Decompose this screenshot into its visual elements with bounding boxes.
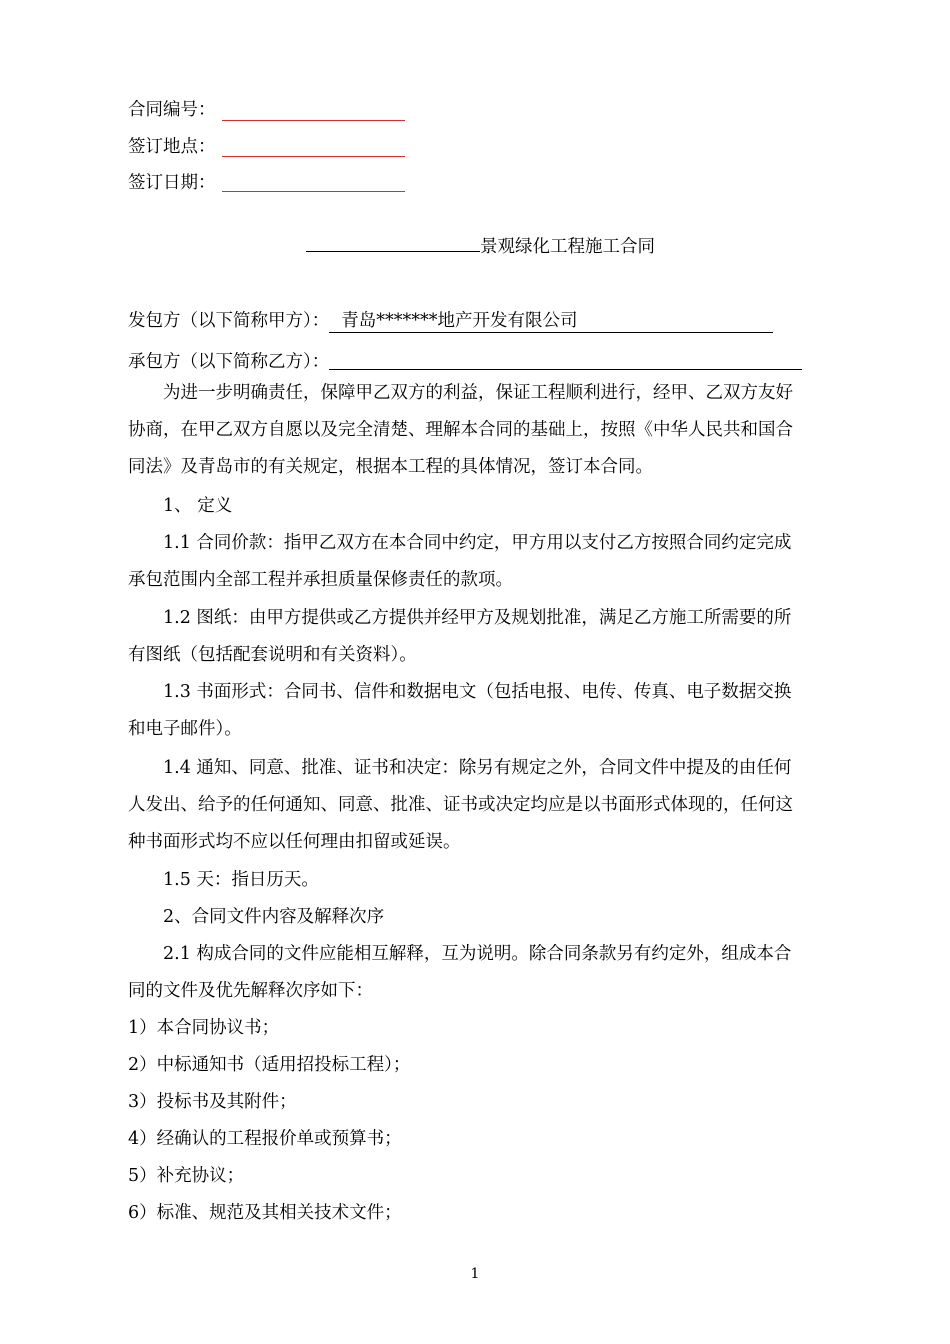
intro-line: 协商，在甲乙双方自愿以及完全清楚、理解本合同的基础上，按照《中华人民共和国合: [128, 420, 793, 440]
contract-no-label: 合同编号：: [128, 100, 216, 120]
title-blank: [306, 233, 480, 252]
clause-2-1: 2.1 构成合同的文件应能相互解释，互为说明。除合同条款另有约定外，组成本合 同的文件及优先解释次序如下：: [128, 944, 792, 1001]
section-2-title: 2、合同文件内容及解释次序: [163, 907, 385, 927]
party-b-value: [329, 348, 802, 370]
list-item: 3）投标书及其附件；: [128, 1092, 297, 1112]
sign-date-label: 签订日期：: [128, 173, 216, 193]
clause-1-2: 1.2 图纸：由甲方提供或乙方提供并经甲方及规划批准，满足乙方施工所需要的所 有图纸（包括配套说明和有关资料）。: [128, 608, 792, 665]
party-a-label: 发包方（以下简称甲方）：: [128, 311, 330, 331]
intro-line: 为进一步明确责任，保障甲乙双方的利益，保证工程顺利进行，经甲、乙双方友好: [163, 383, 793, 403]
clause-1-4: 1.4 通知、同意、批准、证书和决定：除另有规定之外，合同文件中提及的由任何 人发出、给予的任何通知、同意、批准、证书或决定均应是以书面形式体现的，任何这 种书面形式均不应以任何理由扣留或延误。: [128, 758, 793, 852]
list-item: 2）中标通知书（适用招投标工程）；: [128, 1055, 411, 1075]
section-1-title: 1、 定义: [163, 496, 233, 516]
page-number: 1: [470, 1266, 480, 1282]
contract-title: [306, 233, 655, 259]
intro-paragraph: [128, 381, 858, 492]
clause-1-3: 1.3 书面形式：合同书、信件和数据电文（包括电报、电传、传真、电子数据交换 和电子邮件）。: [128, 682, 792, 739]
party-b-row: [128, 345, 802, 374]
list-item: 4）经确认的工程报价单或预算书；: [128, 1129, 402, 1149]
sign-place-blank: [222, 156, 405, 157]
contract-title-text: 景观绿化工程施工合同: [480, 237, 655, 257]
list-item: 5）补充协议；: [128, 1166, 245, 1186]
clause-1-1: 1.1 合同价款：指甲乙双方在本合同中约定，甲方用以支付乙方按照合同约定完成 承包范围内全部工程并承担质量保修责任的款项。: [128, 533, 792, 590]
party-a-value: [329, 312, 773, 333]
party-a-row: [128, 309, 773, 333]
sign-date-blank: [222, 191, 405, 192]
party-b-label: 承包方（以下简称乙方）：: [128, 352, 330, 372]
clause-1-5: 1.5 天：指日历天。: [163, 870, 319, 890]
party-a-value-text: 青岛*******地产开发有限公司: [341, 311, 578, 331]
intro-line: 同法》及青岛市的有关规定，根据本工程的具体情况，签订本合同。: [128, 457, 653, 477]
contract-no-blank: [222, 120, 405, 121]
list-item: 1）本合同协议书；: [128, 1018, 280, 1038]
list-item: 6）标准、规范及其相关技术文件；: [128, 1203, 402, 1223]
sign-place-label: 签订地点：: [128, 137, 216, 157]
document-list: [128, 1016, 858, 1238]
